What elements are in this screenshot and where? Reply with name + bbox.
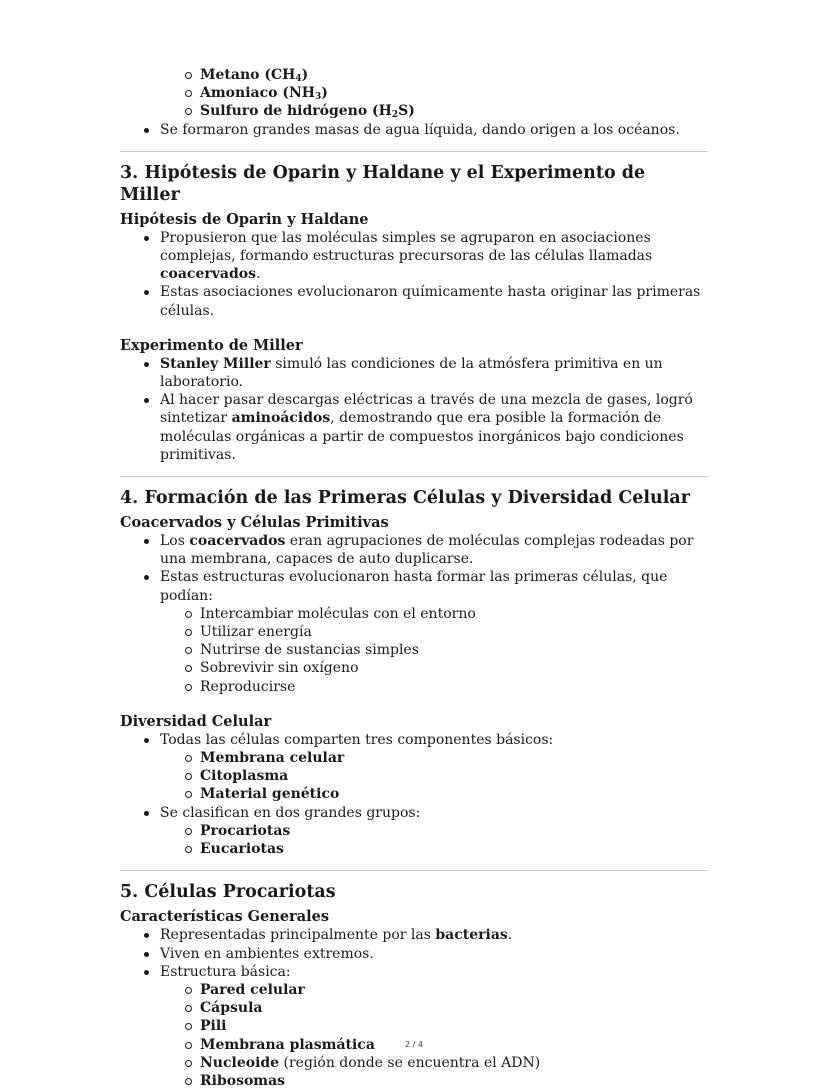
- list-item: Membrana plasmática: [160, 1036, 708, 1054]
- section-4-title: 4. Formación de las Primeras Células y Diversidad Celular: [120, 488, 690, 509]
- list-item: Pared celular: [160, 981, 708, 999]
- list-item: Citoplasma: [160, 767, 708, 785]
- list-item: Ribosomas: [160, 1072, 708, 1090]
- diversidad-list: [120, 731, 708, 858]
- list-item: Material genético: [160, 785, 708, 803]
- subsection-oparin-haldane: Hipótesis de Oparin y Haldane: [120, 210, 369, 228]
- list-item: Reproducirse: [160, 678, 708, 696]
- list-item: Propusieron que las moléculas simples se agruparon en asociaciones complejas, formando estructuras precursoras de las células llamadas coacervados.: [120, 229, 708, 284]
- section-divider: [120, 151, 708, 152]
- section-3-title: 3. Hipótesis de Oparin y Haldane y el Experimento de Miller: [120, 162, 646, 205]
- list-item: Nucleoide (región donde se encuentra el ADN): [160, 1054, 708, 1072]
- list-item: Sulfuro de hidrógeno $(H_2S)$: [160, 102, 708, 120]
- structures-list: [160, 981, 708, 1090]
- list-item: Representadas principalmente por las bacterias.: [120, 926, 708, 944]
- oparin-list: [120, 229, 708, 320]
- list-item: Sobrevivir sin oxígeno: [160, 659, 708, 677]
- subsection-caracteristicas: Características Generales: [120, 908, 329, 926]
- subsection-miller: Experimento de Miller: [120, 336, 303, 354]
- list-item: Nutrirse de sustancias simples: [160, 641, 708, 659]
- groups-list: [160, 822, 708, 858]
- list-item: Amoniaco $(NH_3)$: [160, 84, 708, 102]
- section-divider: [120, 870, 708, 871]
- section-5-title: 5. Células Procariotas: [120, 882, 336, 903]
- document-page: [120, 66, 708, 1090]
- list-item: Intercambiar moléculas con el entorno: [160, 605, 708, 623]
- list-item: Stanley Miller simuló las condiciones de la atmósfera primitiva en un laboratorio.: [120, 355, 708, 391]
- subsection-diversidad: Diversidad Celular: [120, 712, 272, 730]
- list-item: Cápsula: [160, 999, 708, 1017]
- procariotas-list: [120, 926, 708, 1090]
- subsection-coacervados: Coacervados y Células Primitivas: [120, 514, 389, 532]
- list-item: Membrana celular: [160, 749, 708, 767]
- miller-list: [120, 355, 708, 464]
- gases-list: [160, 66, 708, 121]
- section-divider: [120, 476, 708, 477]
- list-item: Metano $(CH_4)$: [160, 66, 708, 84]
- list-item: Se clasifican en dos grandes grupos: Procariotas Eucariotas: [120, 804, 708, 859]
- page-number: 2 / 4: [405, 1040, 423, 1049]
- list-item: Estas asociaciones evolucionaron químicamente hasta originar las primeras células.: [120, 283, 708, 319]
- list-item: Pili: [160, 1017, 708, 1035]
- list-item: Estructura básica: Pared celular Cápsula Pili Membrana plasmática Nucleoide (región donde se encuentra el ADN) Ribosomas: [120, 963, 708, 1090]
- list-item: Utilizar energía: [160, 623, 708, 641]
- list-item: Procariotas: [160, 822, 708, 840]
- coacervados-list: [120, 532, 708, 696]
- list-item: Al hacer pasar descargas eléctricas a través de una mezcla de gases, logró sintetizar aminoácidos, demostrando que era posible la formación de moléculas orgánicas a partir de compuestos inorgánicos bajo condiciones primitivas.: [120, 391, 708, 464]
- abilities-list: [160, 605, 708, 696]
- list-item: Se formaron grandes masas de agua líquida, dando origen a los océanos.: [120, 121, 708, 139]
- list-item: Todas las células comparten tres componentes básicos: Membrana celular Citoplasma Material genético: [120, 731, 708, 804]
- oceans-list: [120, 121, 708, 139]
- components-list: [160, 749, 708, 804]
- list-item: Estas estructuras evolucionaron hasta formar las primeras células, que podían: Intercambiar moléculas con el entorno Utilizar energía Nutrirse de sustancias simples Sobrevivir sin oxígeno Reproducirse: [120, 568, 708, 695]
- list-item: Viven en ambientes extremos.: [120, 945, 708, 963]
- list-item: Eucariotas: [160, 840, 708, 858]
- list-item: Los coacervados eran agrupaciones de moléculas complejas rodeadas por una membrana, capaces de auto duplicarse.: [120, 532, 708, 568]
